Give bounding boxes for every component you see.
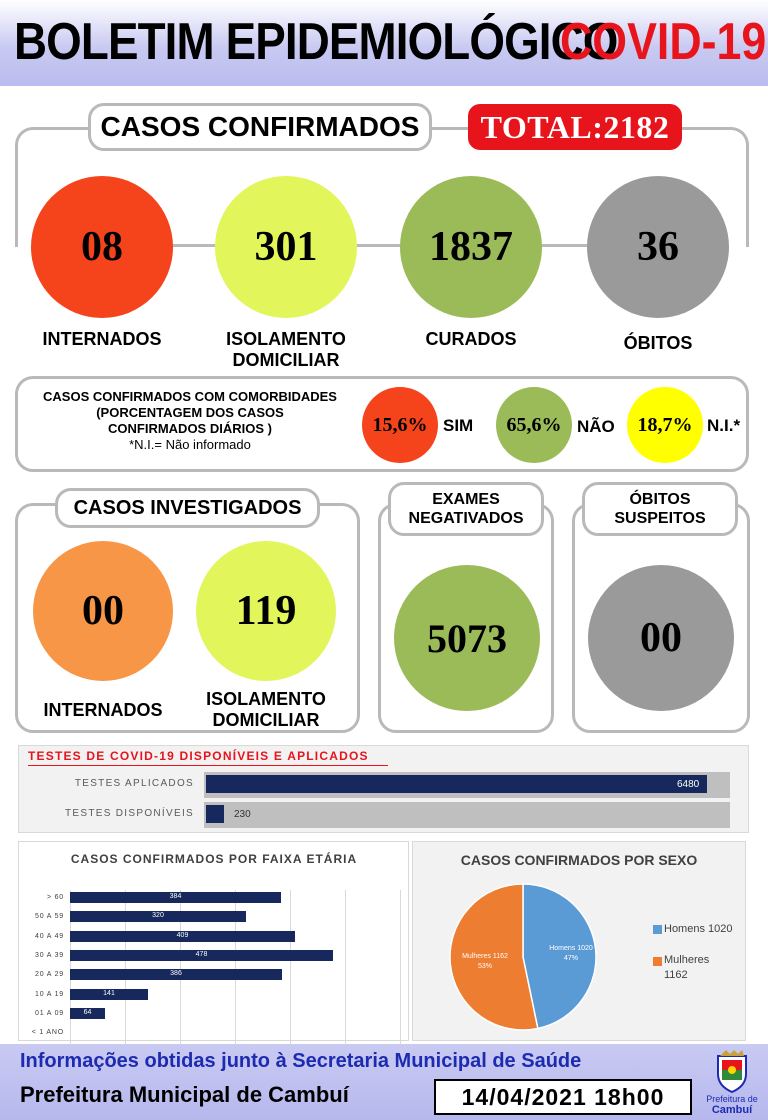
investigated-isolation-label-line2: DOMICILIAR [212, 710, 320, 730]
tests-title-underline [28, 765, 388, 766]
investigated-isolation-circle [196, 541, 336, 681]
pie-label-men-line1: Homens 1020 [549, 945, 593, 952]
comorb-no-value: 65,6% [506, 413, 562, 436]
deaths-circle [587, 176, 729, 318]
page-title: BOLETIM EPIDEMIOLÓGICO [14, 13, 618, 71]
investigated-isolation-value: 119 [235, 588, 297, 634]
comorbidities-line1: CASOS CONFIRMADOS COM COMORBIDADES [43, 389, 337, 404]
comorb-yes-label: SIM [443, 416, 474, 435]
suspected-deaths-heading [582, 482, 738, 536]
comorbidities-line2: (PORCENTAGEM DOS CASOS [96, 405, 284, 420]
age-gridline [290, 890, 291, 1044]
investigated-isolation-label-line1: ISOLAMENTO [206, 689, 326, 709]
recovered-label [390, 329, 552, 350]
negative-exams-heading-line2: NEGATIVADOS [408, 510, 524, 527]
suspected-deaths-heading-line2: SUSPEITOS [614, 510, 706, 527]
recovered-label-line: CURADOS [425, 329, 517, 349]
age-category-label: 01 A 09 [35, 1010, 64, 1017]
confirmed-heading: CASOS CONFIRMADOS [88, 103, 432, 151]
recovered-value: 1837 [429, 224, 513, 270]
legend-women [664, 953, 709, 983]
age-category-label: 10 A 19 [35, 991, 64, 998]
investigated-heading: CASOS INVESTIGADOS [55, 488, 320, 528]
legend-women-line2: 1162 [664, 969, 688, 981]
tests-bar-applied [206, 775, 707, 793]
pie-label-women-line2: 53% [477, 963, 492, 970]
age-value-label: 64 [83, 1009, 92, 1016]
sex-chart-title: CASOS CONFIRMADOS POR SEXO [460, 852, 698, 868]
home-isolation-label [200, 329, 372, 371]
investigated-hospitalized-label-line: INTERNADOS [43, 700, 163, 720]
comorb-ni-circle [627, 387, 703, 463]
home-isolation-circle [215, 176, 357, 318]
home-isolation-label-line1: ISOLAMENTO [226, 329, 346, 349]
age-category-label: 50 A 59 [35, 913, 64, 920]
tests-bar-available [206, 805, 224, 823]
tests-value-applied: 6480 [677, 779, 700, 790]
tests-bar-label-available: TESTES DISPONÍVEIS [65, 808, 194, 819]
negative-exams-circle [394, 565, 540, 711]
comorbidities-text [20, 389, 360, 453]
logo-name: Cambuí [711, 1104, 753, 1116]
tests-value-available: 230 [234, 809, 251, 820]
suspected-deaths-heading-line1: ÓBITOS [629, 491, 691, 508]
investigated-hospitalized-value: 00 [82, 588, 124, 634]
comorbidities-line3: CONFIRMADOS DIÁRIOS ) [108, 421, 272, 436]
logo-caption: Prefeitura de [706, 1094, 758, 1104]
home-isolation-value: 301 [254, 224, 318, 270]
comorb-yes-value: 15,6% [372, 413, 428, 436]
covid-title: COVID-19 [560, 13, 767, 71]
comorbidities-note: *N.I.= Não informado [129, 437, 251, 452]
age-gridline [400, 890, 401, 1044]
comorb-yes-circle [362, 387, 438, 463]
deaths-value: 36 [637, 224, 679, 270]
age-gridline [345, 890, 346, 1044]
negative-exams-heading-line1: EXAMES [432, 491, 500, 508]
pie-label-women [452, 952, 518, 972]
age-value-label: 409 [176, 932, 189, 939]
investigated-hospitalized-circle [33, 541, 173, 681]
hospitalized-label-line: INTERNADOS [42, 329, 162, 349]
pie-label-women-line1: Mulheres 1162 [462, 953, 508, 960]
age-category-label: 30 A 39 [35, 952, 64, 959]
suspected-deaths-circle [588, 565, 734, 711]
pie-label-men-line2: 47% [563, 955, 578, 962]
comorb-no-label: NÃO [577, 417, 615, 436]
age-chart-title: CASOS CONFIRMADOS POR FAIXA ETÁRIA [70, 852, 358, 866]
age-value-label: 320 [152, 912, 164, 919]
footer-source: Informações obtidas junto à Secretaria Municipal de Saúde [20, 1050, 582, 1072]
investigated-hospitalized-label [22, 700, 184, 721]
investigated-isolation-label [182, 689, 350, 731]
city-crest-icon [714, 1050, 750, 1094]
deaths-label-line: ÓBITOS [623, 333, 693, 353]
comorb-ni-label: N.I.* [707, 416, 741, 435]
legend-swatch-women [653, 957, 662, 966]
total-badge: TOTAL:2182 [468, 104, 682, 150]
age-category-label: 40 A 49 [35, 933, 64, 940]
tests-bar-track [204, 802, 730, 828]
hospitalized-label [20, 329, 184, 350]
suspected-deaths-value: 00 [640, 615, 682, 661]
age-value-label: 141 [103, 990, 115, 997]
negative-exams-heading [388, 482, 544, 536]
report-date: 14/04/2021 18h00 [434, 1079, 692, 1115]
age-category-label: > 60 [46, 894, 64, 901]
comorb-no-circle [496, 387, 572, 463]
tests-bar-label-applied: TESTES APLICADOS [74, 778, 194, 789]
recovered-circle [400, 176, 542, 318]
tests-chart-title: TESTES DE COVID-19 DISPONÍVEIS E APLICADOS [28, 749, 369, 763]
age-value-label: 386 [170, 970, 182, 977]
age-category-label: < 1 ANO [31, 1029, 64, 1036]
home-isolation-label-line2: DOMICILIAR [232, 350, 340, 370]
comorb-ni-value: 18,7% [637, 413, 693, 436]
age-category-label: 20 A 29 [35, 971, 64, 978]
deaths-label [577, 333, 739, 354]
pie-label-men [538, 944, 604, 964]
negative-exams-value: 5073 [427, 615, 507, 661]
age-value-label: 478 [195, 951, 208, 958]
hospitalized-circle [31, 176, 173, 318]
age-value-label: 384 [169, 893, 182, 900]
legend-men: Homens 1020 [664, 923, 733, 935]
legend-swatch-men [653, 925, 662, 934]
legend-women-line1: Mulheres [664, 954, 710, 966]
footer-org: Prefeitura Municipal de Cambuí [20, 1082, 349, 1107]
hospitalized-value: 08 [81, 224, 123, 270]
